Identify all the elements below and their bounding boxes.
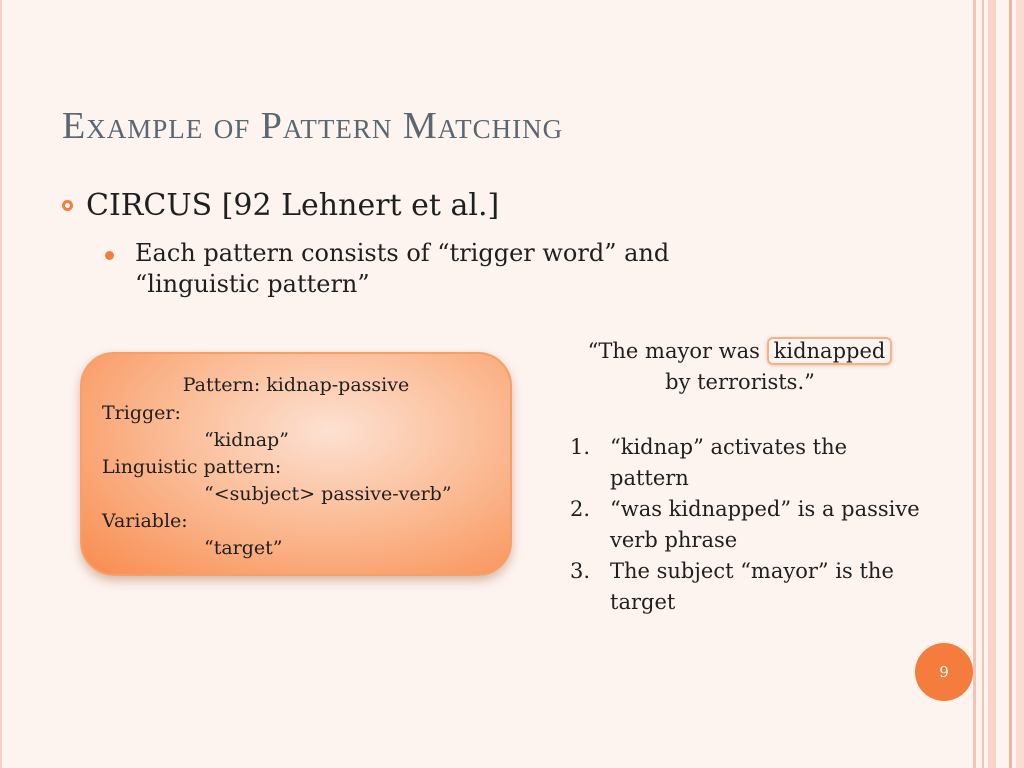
pattern-title: Pattern: kidnap-passive xyxy=(182,374,410,396)
dot-bullet-icon xyxy=(105,251,114,260)
quote-prefix: “The mayor was xyxy=(587,339,760,363)
stripe xyxy=(988,0,996,768)
page-number-badge xyxy=(915,643,973,701)
list-item-number: 2. xyxy=(570,497,591,521)
linguistic-pattern-label: Linguistic pattern: xyxy=(102,456,282,478)
stripe xyxy=(1009,0,1012,768)
stripe xyxy=(982,0,984,768)
slide-title: Example of Pattern Matching xyxy=(62,105,564,147)
list-item xyxy=(570,556,930,618)
list-item-number: 1. xyxy=(570,435,591,459)
example-sentence-line2: by terrorists.” xyxy=(665,370,815,394)
bullet-level2 xyxy=(105,238,745,300)
list-item-text: “was kidnapped” is a passive verb phrase xyxy=(610,497,920,552)
list-item xyxy=(570,494,930,556)
explanation-list xyxy=(570,432,930,618)
linguistic-pattern-value: “<subject> passive-verb” xyxy=(204,483,452,505)
stripe xyxy=(1016,0,1024,768)
highlighted-word: kidnapped xyxy=(767,337,893,365)
bullet-level1 xyxy=(62,188,499,223)
stripe xyxy=(973,0,976,768)
decorative-stripes xyxy=(966,0,1024,768)
left-border-line xyxy=(0,0,2,768)
list-item-text: “kidnap” activates the pattern xyxy=(610,435,848,490)
bullet-level1-text: CIRCUS [92 Lehnert et al.] xyxy=(86,188,500,223)
page-number: 9 xyxy=(939,663,949,681)
list-item-number: 3. xyxy=(570,559,591,583)
pattern-box xyxy=(80,352,512,576)
variable-label: Variable: xyxy=(102,510,188,532)
variable-value: “target” xyxy=(204,537,283,559)
list-item-text: The subject “mayor” is the target xyxy=(610,559,894,614)
ring-bullet-icon xyxy=(62,200,73,211)
trigger-label: Trigger: xyxy=(102,402,181,424)
example-sentence-line1 xyxy=(560,336,920,367)
list-item xyxy=(570,432,930,494)
trigger-value: “kidnap” xyxy=(204,429,289,451)
bullet-level2-text: Each pattern consists of “trigger word” and “linguistic pattern” xyxy=(135,239,670,298)
